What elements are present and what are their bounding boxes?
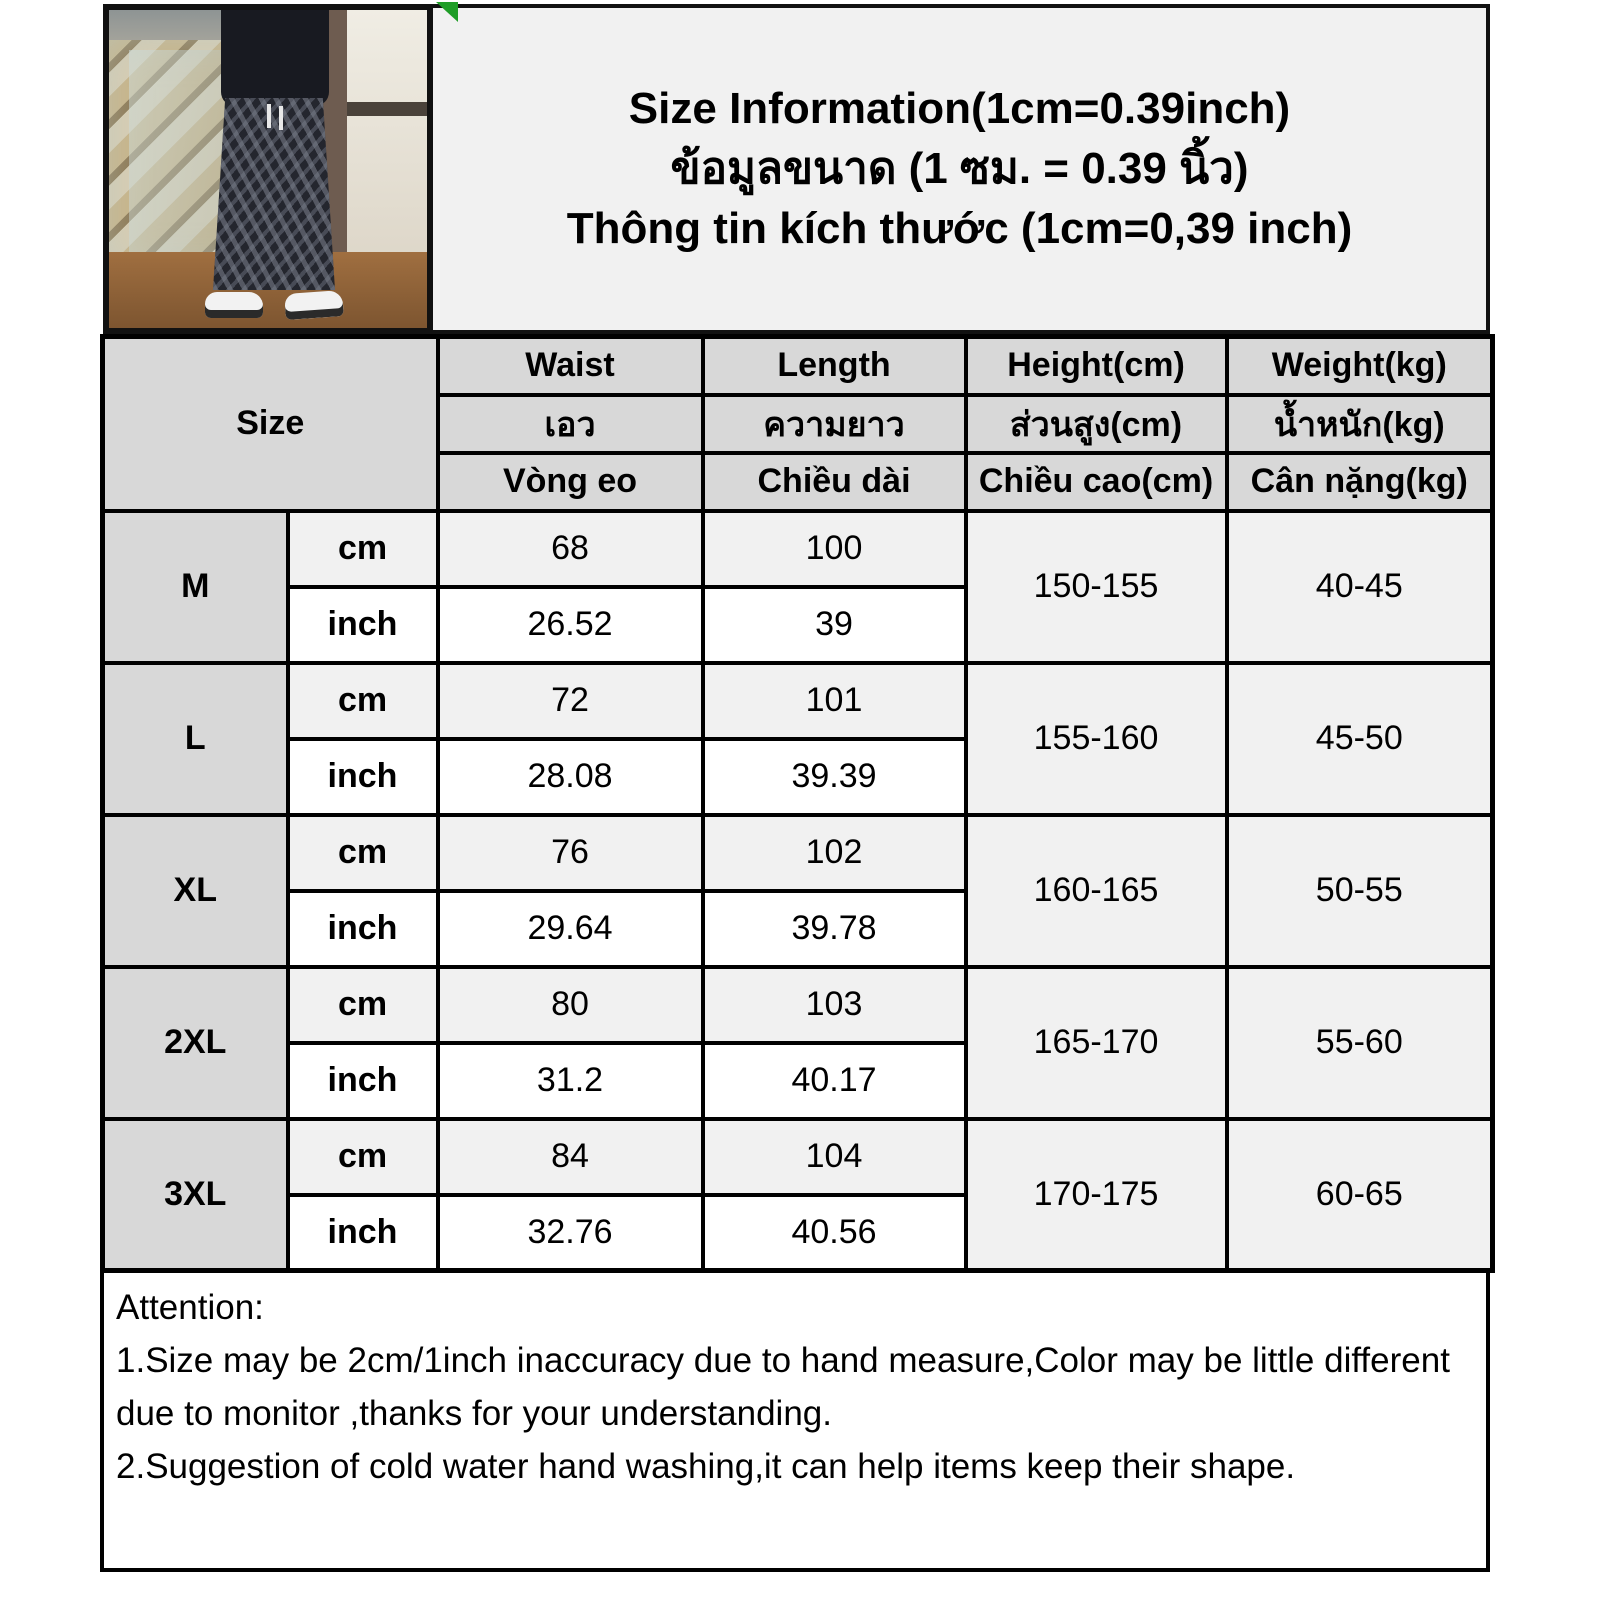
col-waist-en: Waist bbox=[438, 337, 703, 395]
table-row bbox=[103, 815, 1493, 891]
col-height-th: ส่วนสูง(cm) bbox=[966, 395, 1227, 453]
table-row bbox=[103, 967, 1493, 1043]
unit-cm: cm bbox=[288, 967, 438, 1043]
photo-drawstring bbox=[267, 104, 271, 128]
waist-inch-3xl: 32.76 bbox=[438, 1195, 703, 1271]
size-label-l: L bbox=[103, 663, 288, 815]
size-label-3xl: 3XL bbox=[103, 1119, 288, 1271]
col-weight-en: Weight(kg) bbox=[1227, 337, 1493, 395]
weight-3xl: 60-65 bbox=[1227, 1119, 1493, 1271]
col-waist-th: เอว bbox=[438, 395, 703, 453]
waist-cm-l: 72 bbox=[438, 663, 703, 739]
title-vi: Thông tin kích thước (1cm=0,39 inch) bbox=[566, 204, 1353, 253]
title-box bbox=[429, 4, 1490, 334]
unit-cm: cm bbox=[288, 511, 438, 587]
photo-pants bbox=[213, 98, 335, 290]
photo-person-torso bbox=[221, 10, 329, 106]
product-photo bbox=[103, 4, 433, 334]
size-table bbox=[100, 334, 1495, 1273]
height-xl: 160-165 bbox=[966, 815, 1227, 967]
col-weight-th: น้ำหนัก(kg) bbox=[1227, 395, 1493, 453]
waist-inch-2xl: 31.2 bbox=[438, 1043, 703, 1119]
green-corner-icon bbox=[436, 2, 458, 22]
photo-countertop bbox=[347, 102, 427, 116]
waist-cm-m: 68 bbox=[438, 511, 703, 587]
title-th: ข้อมูลขนาด (1 ซม. = 0.39 นิ้ว) bbox=[670, 144, 1249, 193]
col-waist-vi: Vòng eo bbox=[438, 453, 703, 511]
attention-item-2: 2.Suggestion of cold water hand washing,it can help items keep their shape. bbox=[116, 1447, 1296, 1486]
unit-cm: cm bbox=[288, 1119, 438, 1195]
photo-sneaker-right bbox=[284, 290, 344, 320]
col-length-en: Length bbox=[703, 337, 966, 395]
length-cm-l: 101 bbox=[703, 663, 966, 739]
size-label-xl: XL bbox=[103, 815, 288, 967]
table-row bbox=[103, 1119, 1493, 1195]
unit-inch: inch bbox=[288, 891, 438, 967]
unit-inch: inch bbox=[288, 1195, 438, 1271]
waist-cm-3xl: 84 bbox=[438, 1119, 703, 1195]
unit-cm: cm bbox=[288, 663, 438, 739]
length-cm-m: 100 bbox=[703, 511, 966, 587]
unit-inch: inch bbox=[288, 587, 438, 663]
height-3xl: 170-175 bbox=[966, 1119, 1227, 1271]
col-length-vi: Chiều dài bbox=[703, 453, 966, 511]
length-inch-3xl: 40.56 bbox=[703, 1195, 966, 1271]
length-inch-m: 39 bbox=[703, 587, 966, 663]
unit-inch: inch bbox=[288, 1043, 438, 1119]
unit-inch: inch bbox=[288, 739, 438, 815]
attention-item-1: 1.Size may be 2cm/1inch inaccuracy due to hand measure,Color may be little different due to monitor ,thanks for your understanding. bbox=[116, 1341, 1450, 1433]
waist-inch-xl: 29.64 bbox=[438, 891, 703, 967]
length-cm-2xl: 103 bbox=[703, 967, 966, 1043]
waist-cm-xl: 76 bbox=[438, 815, 703, 891]
length-cm-xl: 102 bbox=[703, 815, 966, 891]
length-inch-xl: 39.78 bbox=[703, 891, 966, 967]
weight-2xl: 55-60 bbox=[1227, 967, 1493, 1119]
col-height-en: Height(cm) bbox=[966, 337, 1227, 395]
weight-xl: 50-55 bbox=[1227, 815, 1493, 967]
photo-kitchen-cabinets bbox=[347, 10, 427, 268]
size-label-2xl: 2XL bbox=[103, 967, 288, 1119]
waist-inch-l: 28.08 bbox=[438, 739, 703, 815]
weight-m: 40-45 bbox=[1227, 511, 1493, 663]
col-length-th: ความยาว bbox=[703, 395, 966, 453]
weight-l: 45-50 bbox=[1227, 663, 1493, 815]
waist-cm-2xl: 80 bbox=[438, 967, 703, 1043]
height-2xl: 165-170 bbox=[966, 967, 1227, 1119]
table-row bbox=[103, 663, 1493, 739]
photo-sneaker-left bbox=[205, 292, 263, 318]
size-header-cell: Size bbox=[103, 337, 438, 511]
attention-box bbox=[100, 1269, 1490, 1572]
col-weight-vi: Cân nặng(kg) bbox=[1227, 453, 1493, 511]
length-inch-l: 39.39 bbox=[703, 739, 966, 815]
col-height-vi: Chiều cao(cm) bbox=[966, 453, 1227, 511]
length-inch-2xl: 40.17 bbox=[703, 1043, 966, 1119]
length-cm-3xl: 104 bbox=[703, 1119, 966, 1195]
size-label-m: M bbox=[103, 511, 288, 663]
title-en: Size Information(1cm=0.39inch) bbox=[628, 84, 1291, 133]
table-row bbox=[103, 511, 1493, 587]
waist-inch-m: 26.52 bbox=[438, 587, 703, 663]
height-l: 155-160 bbox=[966, 663, 1227, 815]
unit-cm: cm bbox=[288, 815, 438, 891]
attention-heading: Attention: bbox=[116, 1288, 264, 1327]
height-m: 150-155 bbox=[966, 511, 1227, 663]
